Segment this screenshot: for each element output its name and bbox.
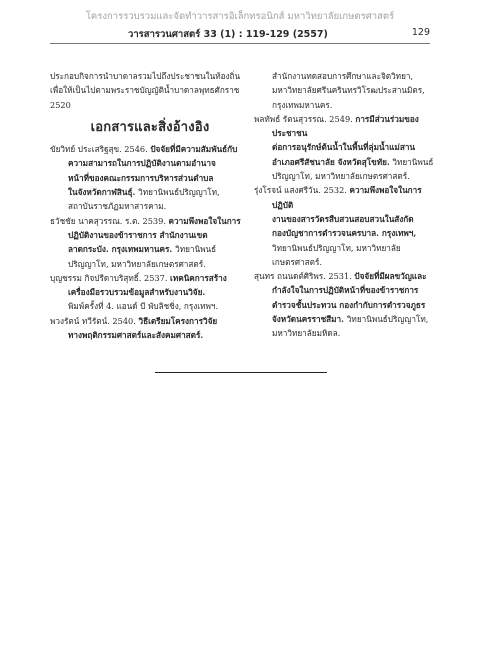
header-rule — [50, 43, 430, 44]
page-number: 129 — [411, 27, 430, 38]
right-column — [254, 69, 436, 341]
para-line: ประกอบกิจการนำบาดาลรวมไปถึงประชาชนในท้องถิ่น — [50, 71, 241, 81]
reference-entry: ขัยวิทย์ ประเสริฐสุข. 2546. ปัจจัยที่มีความสัมพันธ์กับ ความสามารถในการปฏิบัติงานตามอำนาจ หน้าที่ของคณะกรรมการบริหารส่วนตำบล ในจังหวัดกาฬสินธุ์. วิทยานิพนธ์ปริญญาโท, สถาบันราชภัฏมหาสารคาม. — [50, 144, 238, 212]
watermark-text: โครงการรวบรวมและจัดทำวารสารอิเล็กทรอนิกส์ มหาวิทยาลัยเกษตรศาสตร์ — [85, 11, 395, 22]
body-paragraph — [50, 69, 250, 112]
reference-continuation: สำนักงานทดสอบการศึกษาและจิตวิทยา, มหาวิทยาลัยศรีนครินทรวิโรฒประสานมิตร, กรุงเทพมหานคร. — [272, 71, 425, 110]
reference-entry: ธวัชชัย นาคสุวรรณ. ร.ต. 2539. ความพึงพอใจในการ ปฏิบัติงานของข้าราชการ สำนักงานเขต ลาดกระบัง. กรุงเทพมหานคร. วิทยานิพนธ์ ปริญญาโท, มหาวิทยาลัยเกษตรศาสตร์. — [50, 215, 241, 269]
reference-entry: รุ่งโรจน์ แสงศรีวัน. 2532. ความพึงพอใจในการปฏิบัติ งานของสารวัตรสืบสวนสอบสวนในสังกัด กองบัญชาการตำรวจนครบาล. กรุงเทพฯ, วิทยานิพนธ์ปริญญาโท, มหาวิทยาลัย เกษตรศาสตร์. — [254, 185, 422, 267]
page-header — [0, 27, 480, 41]
journal-citation: วารสารวนศาสตร์ 33 (1) : 119-129 (2557) — [128, 29, 328, 40]
reference-entry: พวงรัตน์ ทวีรัตน์. 2540. วิธีเตรียมโครงการวิจัย ทางพฤติกรรมศาสตร์และสังคมศาสตร์. — [50, 315, 218, 341]
left-column — [50, 69, 250, 342]
para-line: เพื่อให้เป็นไปตามพระราชบัญญัติน้ำบาดาลพุทธศักราช — [50, 85, 240, 96]
reference-entry: สุนทร ถนนดต์ศิริพร. 2531. ปัจจัยที่มีผลขวัญและ กำลังใจในการปฏิบัติหน้าที่ของข้าราชการ ตำรวจชั้นประทวน กองกำกับการตำรวจภูธร จังหวัดนครราชสีมา. วิทยานิพนธ์ปริญญาโท, มหาวิทยาลัยมหิดล. — [254, 271, 429, 339]
end-divider-rule — [155, 372, 327, 373]
para-line: 2520 — [50, 99, 71, 110]
references-heading: เอกสารและสิ่งอ้างอิง — [90, 119, 210, 135]
reference-entry: บุญชรรม กิจปรีดาบริสุทธิ์. 2537. เทคนิคการสร้าง เครื่องมือรวบรวมข้อมูลสำหรับงานวิจัย. พิมพ์ครั้งที่ 4. แอนด์ บี พับลิชชิ่ง, กรุงเทพฯ. — [50, 272, 227, 312]
reference-entry: พลทัพธ์ รัตนสุวรรณ. 2549. การมีส่วนร่วมของประชาชน ต่อการอนุรักษ์ต้นน้ำในพื้นที่ลุ่มน้ำแม่สาน อำเภอศรีสัชนาลัย จังหวัดสุโขทัย. วิทยานิพนธ์ ปริญญาโท, มหาวิทยาลัยเกษตรศาสตร์. — [254, 113, 434, 182]
